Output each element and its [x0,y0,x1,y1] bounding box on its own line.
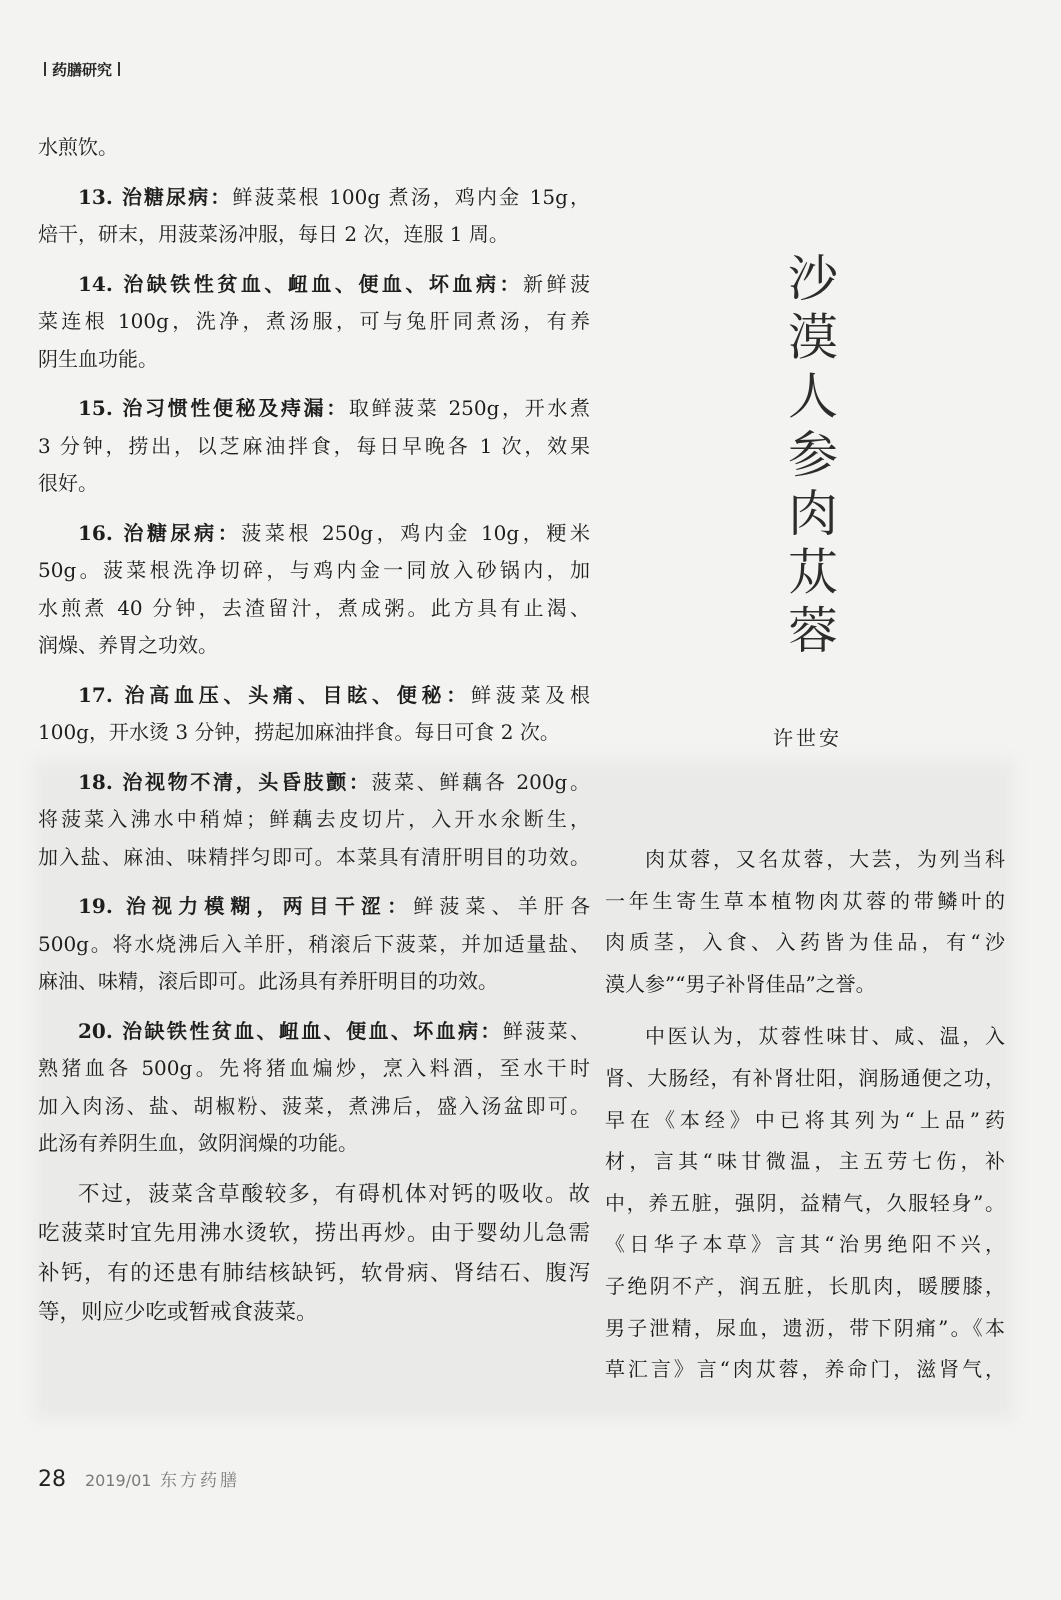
text-line: 将菠菜入沸水中稍焯；鲜藕去皮切片，入开水氽断生， [38,807,590,831]
remedy-heading: 20. 治缺铁性贫血、衄血、便血、坏血病： [78,1018,503,1043]
text-line: 麻油、味精，滚后即可。此汤具有养肝明目的功效。 [38,969,498,993]
section-header [38,58,126,80]
text-line: 吃菠菜时宜先用沸水烫软，捞出再炒。由于婴幼儿急需 [38,1221,590,1246]
remedy-heading: 15. 治习惯性便秘及痔漏： [78,396,349,420]
text-run: 取鲜菠菜 250g，开水煮 [348,396,590,420]
remedy-heading: 14. 治缺铁性贫血、衄血、便血、坏血病： [78,271,523,296]
magazine-name: 东方药膳 [160,1471,240,1491]
article-author: 许世安 [773,726,842,750]
text-line: 阴生血功能。 [38,346,158,371]
text-line: 3 分钟，捞出，以芝麻油拌食，每日早晚各 1 次，效果 [38,433,590,458]
text-line [38,266,590,304]
text-line: 焙干，研末，用菠菜汤冲服，每日 2 次，连服 1 周。 [38,222,509,246]
text-run: 鲜菠菜及根 [471,682,590,707]
text-line: 中，养五脏，强阴，益精气，久服轻身”。 [605,1190,1005,1215]
article-paragraph-1 [605,839,1005,1005]
text-line: 熟猪血各 500g。先将猪血煸炒，烹入料酒，至水干时 [38,1056,590,1080]
text-line: 菜连根 100g，洗净，煮汤服，可与兔肝同煮汤，有养 [38,309,590,333]
text-line: 一年生寄生草本植物肉苁蓉的带鳞叶的 [605,888,1005,913]
article-title: 沙漠人参肉苁蓉 [780,252,838,663]
remedy-item-19 [38,888,590,1001]
text-line [38,1013,590,1051]
intro-paragraph [38,129,590,167]
text-line: 不过，菠菜含草酸较多，有碍机体对钙的吸收。故 [78,1181,590,1207]
text-line: 漠人参”“男子补肾佳品”之誉。 [605,971,876,996]
header-divider-right [118,62,120,76]
remedy-heading: 19. 治视力模糊，两目干涩： [78,894,414,918]
remedy-heading: 16. 治糖尿病： [78,520,242,545]
remedy-heading: 17. 治高血压、头痛、目眩、便秘： [78,682,471,707]
remedy-item-14 [38,266,590,379]
text-line [38,179,590,217]
text-line: 润燥、养胃之功效。 [38,633,218,657]
text-line: 100g，开水烫 3 分钟，捞起加麻油拌食。每日可食 2 次。 [38,720,560,744]
text-line: 水煎饮。 [38,135,118,159]
text-run: 鲜菠菜根 100g 煮汤，鸡内金 15g， [232,184,590,209]
remedy-item-18 [38,764,590,877]
section-label: 药膳研究 [52,60,113,79]
text-line: 肉质茎，入食、入药皆为佳品，有“沙 [605,930,1005,955]
text-run: 菠菜根 250g，鸡内金 10g，粳米 [241,520,590,545]
remedy-item-13 [38,179,590,254]
text-line [38,677,590,715]
remedy-heading: 18. 治视物不清，头昏肢颤： [78,769,372,794]
text-line: 材，言其“味甘微温，主五劳七伤，补 [605,1149,1005,1174]
text-line: 肾、大肠经，有补肾壮阳，润肠通便之功， [605,1065,1005,1090]
text-line: 草汇言》言“肉苁蓉，养命门，滋肾气， [605,1357,1005,1382]
text-run: 鲜菠菜、 [502,1018,591,1043]
article-paragraph-2 [605,1016,1005,1390]
text-line: 加入盐、麻油、味精拌匀即可。本菜具有清肝明目的功效。 [38,844,590,869]
text-line: 男子泄精，尿血，遗沥，带下阴痛”。《本 [605,1315,1005,1340]
text-line: 补钙，有的还患有肺结核缺钙，软骨病、肾结石、腹泻 [38,1260,590,1286]
text-line [38,515,590,553]
text-run: 新鲜菠 [522,271,590,296]
remedy-item-20 [38,1013,590,1163]
text-line: 《日华子本草》言其“治男绝阳不兴， [605,1232,1005,1257]
text-line: 加入肉汤、盐、胡椒粉、菠菜，煮沸后，盛入汤盆即可。 [38,1093,590,1118]
text-line: 500g。将水烧沸后入羊肝，稍滚后下菠菜，并加适量盐、 [38,931,590,956]
text-line: 50g。菠菜根洗净切碎，与鸡内金一同放入砂锅内，加 [38,558,590,582]
page-number: 28 [38,1467,66,1492]
left-column [38,129,590,1333]
text-line: 水煎煮 40 分钟，去渣留汁，煮成粥。此方具有止渴、 [38,595,590,620]
remedy-item-15 [38,390,590,503]
issue-date: 2019/01 [85,1471,152,1490]
text-line: 肉苁蓉，又名苁蓉，大芸，为列当科 [645,847,1005,871]
remedy-item-17 [38,677,590,752]
text-line: 早在《本经》中已将其列为“上品”药 [605,1107,1005,1132]
text-line [38,764,590,802]
text-line: 等，则应少吃或暂戒食菠菜。 [38,1300,318,1325]
remedy-heading: 13. 治糖尿病： [78,184,233,209]
text-run: 鲜菠菜、羊肝各 [413,894,590,918]
closing-paragraph [38,1175,590,1333]
text-line: 中医认为，苁蓉性味甘、咸、温，入 [645,1024,1005,1049]
remedy-item-16 [38,515,590,665]
text-run: 菠菜、鲜藕各 200g。 [371,769,590,794]
text-line [38,888,590,926]
text-line [38,390,590,428]
text-line: 此汤有养阴生血，敛阴润燥的功能。 [38,1131,358,1155]
article-body [605,839,1005,1391]
text-line: 很好。 [38,471,98,495]
text-line: 子绝阴不产，润五脏，长肌肉，暖腰膝， [605,1273,1005,1298]
header-divider-left [44,62,46,76]
